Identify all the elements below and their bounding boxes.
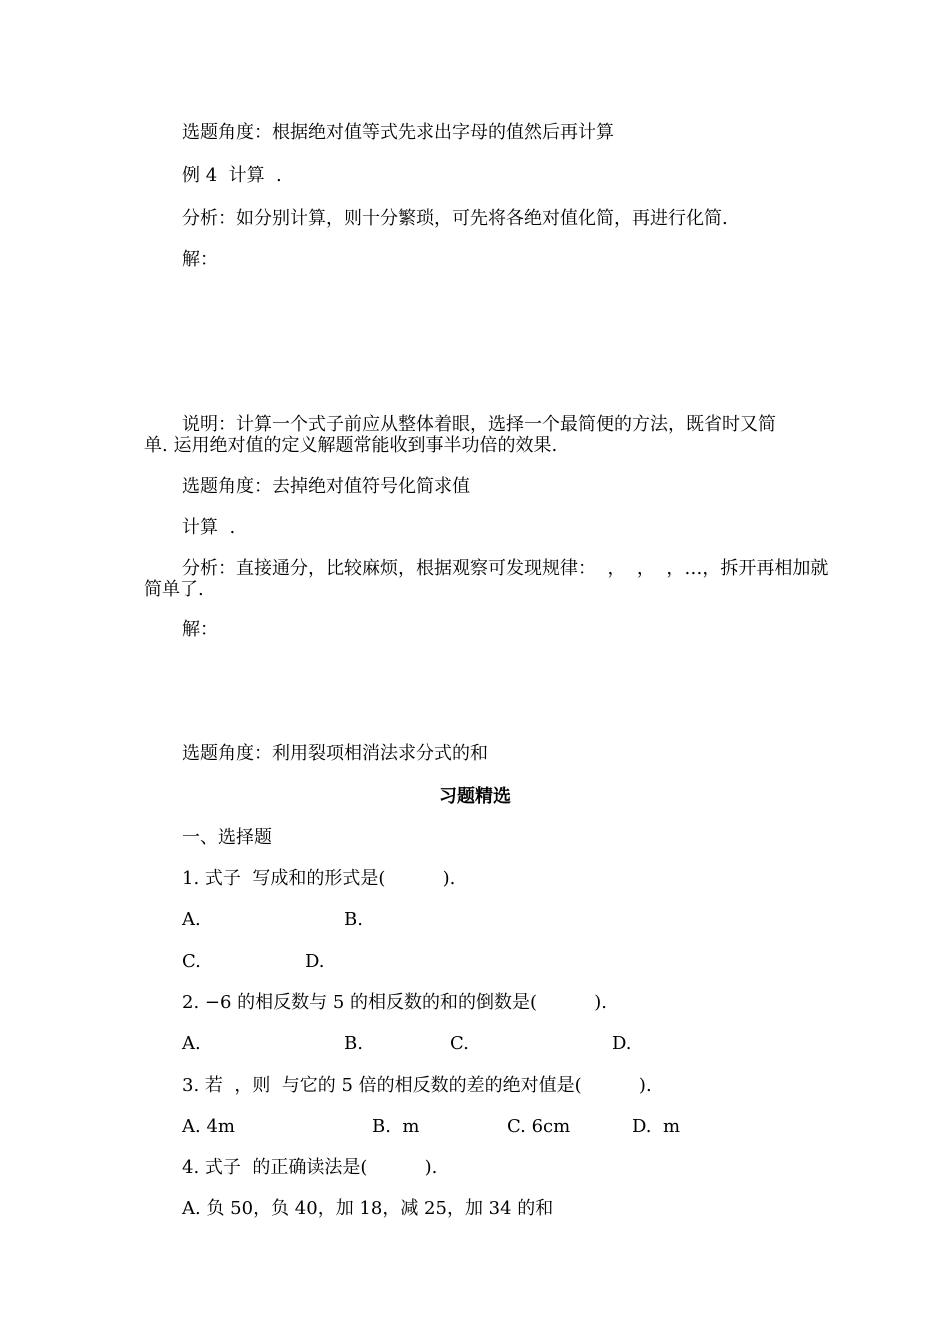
angle-note-1: 选题角度：根据绝对值等式先求出字母的值然后再计算 [182, 122, 614, 143]
question-4: 4. 式子 的正确读法是( ). [182, 1157, 438, 1178]
q3-option-d: D. m [632, 1116, 681, 1137]
exercises-heading: 习题精选 [439, 786, 511, 807]
q3-option-c: C. 6cm [507, 1116, 571, 1137]
example-5-title: 计算 . [182, 517, 236, 538]
q1-option-c: C. [182, 951, 201, 972]
q2-option-c: C. [450, 1033, 469, 1054]
analysis-2-line-1: 分析：直接通分，比较麻烦，根据观察可发现规律： ， ， ，…，拆开再相加就 [182, 558, 829, 579]
q2-option-d: D. [612, 1033, 632, 1054]
solution-label-1: 解： [182, 249, 218, 270]
q3-option-b: B. m [372, 1116, 420, 1137]
example-4-title: 例 4 计算 . [182, 165, 282, 186]
q1-option-a: A. [182, 909, 201, 930]
q1-option-d: D. [305, 951, 325, 972]
q1-option-b: B. [344, 909, 363, 930]
q3-option-a: A. 4m [182, 1116, 235, 1137]
question-3: 3. 若 ，则 与它的 5 倍的相反数的差的绝对值是( ). [182, 1075, 652, 1096]
q2-option-b: B. [344, 1033, 363, 1054]
question-2: 2. −6 的相反数与 5 的相反数的和的倒数是( ). [182, 992, 608, 1013]
q2-option-a: A. [182, 1033, 201, 1054]
angle-note-2: 选题角度：去掉绝对值符号化简求值 [182, 476, 470, 497]
angle-note-3: 选题角度：利用裂项相消法求分式的和 [182, 743, 488, 764]
solution-label-2: 解： [182, 619, 218, 640]
analysis-2-line-2: 简单了. [144, 579, 204, 600]
note-line-1: 说明：计算一个式子前应从整体着眼，选择一个最简便的方法，既省时又简 [182, 414, 776, 435]
note-line-2: 单. 运用绝对值的定义解题常能收到事半功倍的效果. [144, 435, 558, 456]
analysis-1: 分析：如分别计算，则十分繁琐，可先将各绝对值化简，再进行化简. [182, 208, 728, 229]
q4-option-a: A. 负 50，负 40，加 18，减 25，加 34 的和 [182, 1198, 554, 1219]
question-1: 1. 式子 写成和的形式是( ). [182, 868, 456, 889]
section-choice-questions: 一、选择题 [182, 827, 272, 848]
